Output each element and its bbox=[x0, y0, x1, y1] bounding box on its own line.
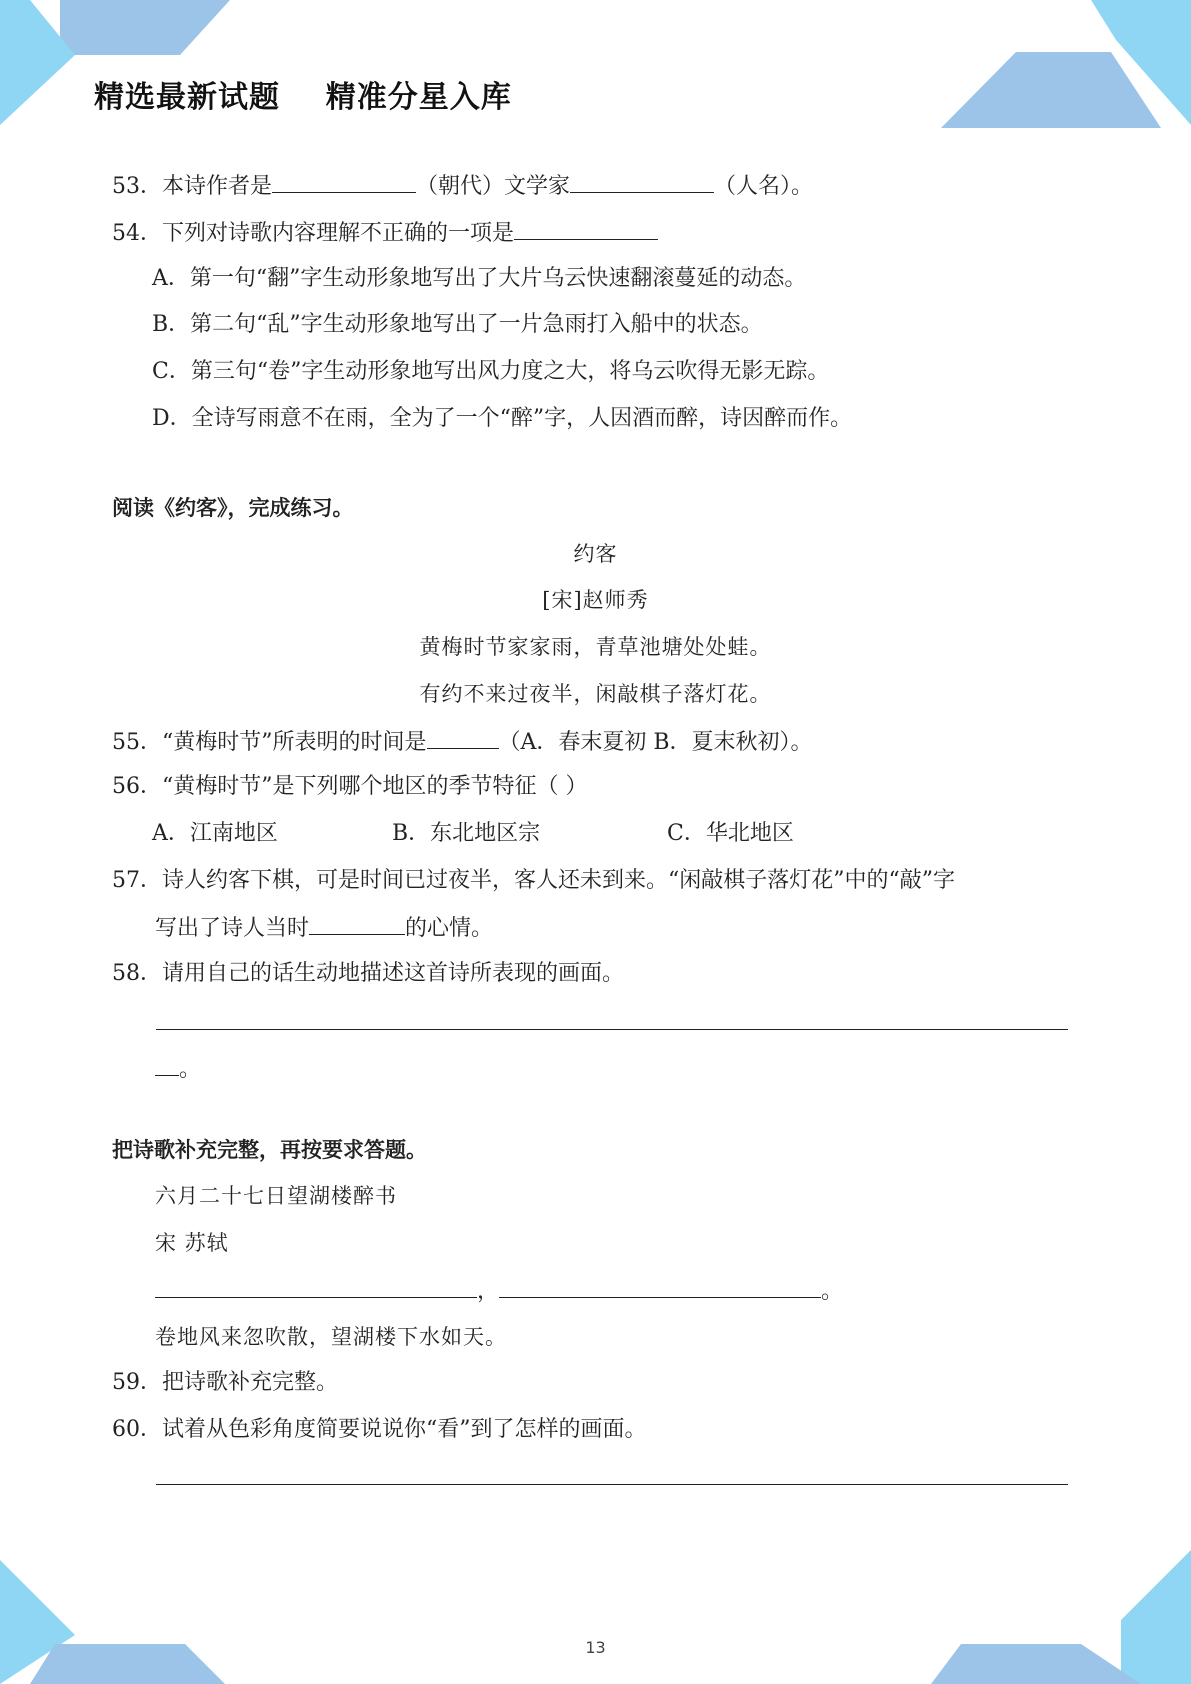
q54-option-b: B．第二句“乱”字生动形象地写出了一片急雨打入船中的状态。 bbox=[152, 312, 763, 337]
poem-line: 卷地风来忽吹散，望湖楼下水如天。 bbox=[155, 1325, 507, 1349]
answer-blank[interactable] bbox=[309, 912, 405, 935]
answer-blank[interactable] bbox=[514, 217, 658, 240]
bottom-right-decoration bbox=[931, 1540, 1191, 1684]
q54-stem: 54．下列对诗歌内容理解不正确的一项是 bbox=[112, 221, 514, 246]
answer-blank[interactable] bbox=[499, 1275, 821, 1298]
page-number: 13 bbox=[585, 1638, 606, 1657]
top-right-decoration bbox=[931, 0, 1191, 130]
q56-option-c: C．华北地区 bbox=[667, 821, 794, 846]
answer-blank[interactable] bbox=[272, 170, 416, 193]
question-56-stem: 56．“黄梅时节”是下列哪个地区的季节特征（ ） bbox=[112, 774, 588, 799]
answer-blank[interactable] bbox=[570, 170, 714, 193]
poem-line: 黄梅时节家家雨，青草池塘处处蛙。 bbox=[419, 635, 772, 659]
q53-text: （人名）。 bbox=[714, 174, 814, 199]
poem-title: 约客 bbox=[573, 542, 618, 566]
answer-blank[interactable] bbox=[155, 1275, 477, 1298]
question-54 bbox=[112, 217, 658, 249]
section-heading: 阅读《约客》，完成练习。 bbox=[112, 496, 354, 520]
poem-title: 六月二十七日望湖楼醉书 bbox=[155, 1184, 397, 1208]
q56-option-b: B．东北地区宗 bbox=[392, 821, 541, 846]
header-title: 精选最新试题 精准分星入库 bbox=[94, 80, 512, 115]
question-60: 60．试着从色彩角度简要说说你“看”到了怎样的画面。 bbox=[112, 1417, 647, 1442]
q57-text: 写出了诗人当时 bbox=[155, 916, 310, 941]
end-punct: 。 bbox=[179, 1057, 202, 1082]
poem-fill-line bbox=[155, 1275, 843, 1307]
answer-line[interactable] bbox=[156, 1484, 1068, 1485]
question-59: 59．把诗歌补充完整。 bbox=[112, 1370, 338, 1395]
answer-blank[interactable] bbox=[155, 1053, 179, 1076]
question-57-line1: 57．诗人约客下棋，可是时间已过夜半，客人还未到来。“闲敲棋子落灯花”中的“敲”字 bbox=[112, 868, 955, 893]
answer-blank[interactable] bbox=[427, 726, 499, 749]
q53-text: （朝代）文学家 bbox=[416, 174, 571, 199]
question-55 bbox=[112, 726, 813, 758]
question-58: 58．请用自己的话生动地描述这首诗所表现的画面。 bbox=[112, 961, 624, 986]
q54-option-a: A．第一句“翻”字生动形象地写出了大片乌云快速翻滚蔓延的动态。 bbox=[152, 266, 807, 291]
q56-option-a: A．江南地区 bbox=[152, 821, 278, 846]
bottom-left-decoration bbox=[0, 1540, 260, 1684]
answer-line[interactable] bbox=[156, 1029, 1068, 1030]
section-heading: 把诗歌补充完整，再按要求答题。 bbox=[112, 1138, 427, 1162]
poem-line: 有约不来过夜半，闲敲棋子落灯花。 bbox=[419, 682, 772, 706]
q53-text: 53．本诗作者是 bbox=[112, 174, 272, 199]
answer-line-end bbox=[155, 1053, 201, 1085]
q55-text: （A．春末夏初 B．夏末秋初）。 bbox=[498, 730, 813, 755]
q55-text: 55．“黄梅时节”所表明的时间是 bbox=[112, 730, 427, 755]
question-53 bbox=[112, 170, 813, 202]
q54-option-d: D．全诗写雨意不在雨，全为了一个“醉”字，人因酒而醉，诗因醉而作。 bbox=[152, 406, 853, 431]
period: 。 bbox=[821, 1279, 844, 1304]
comma: ， bbox=[477, 1279, 500, 1304]
q54-option-c: C．第三句“卷”字生动形象地写出风力度之大，将乌云吹得无影无踪。 bbox=[152, 359, 830, 384]
q57-text: 的心情。 bbox=[405, 916, 494, 941]
question-57-line2 bbox=[155, 912, 493, 944]
poem-author: 宋 苏轼 bbox=[155, 1231, 229, 1255]
poem-author: [宋]赵师秀 bbox=[542, 588, 649, 612]
